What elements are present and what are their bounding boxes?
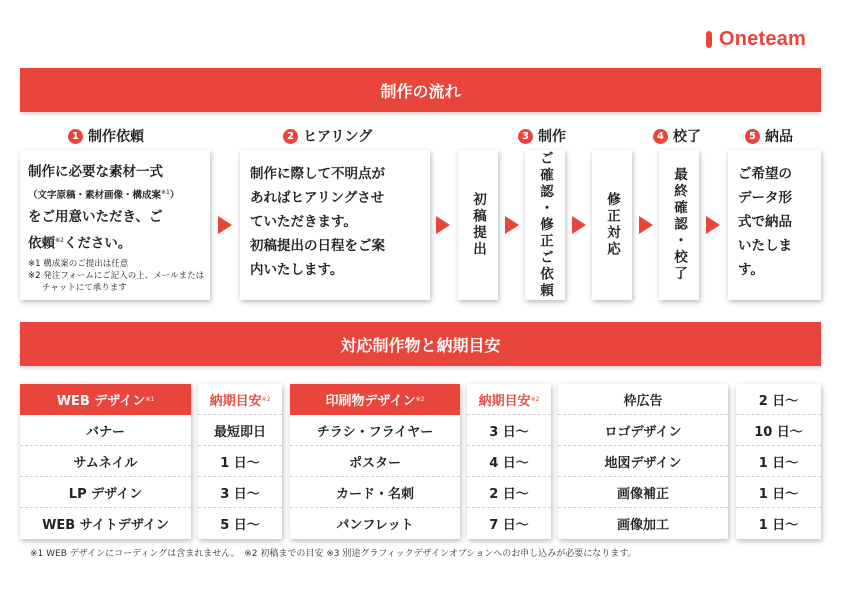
- step-2-label: ヒアリング: [303, 129, 373, 145]
- vbox-first-draft: [458, 150, 498, 300]
- vbox-revision: [592, 150, 632, 300]
- step-2-number-icon: 2: [283, 129, 298, 144]
- table-row: サムネイル: [20, 446, 191, 477]
- flow-arrow-icon: [706, 216, 720, 234]
- table-cell: 1 日〜: [736, 477, 821, 508]
- box2-line3: ていただきます。: [250, 214, 357, 230]
- box1-note3: チャットにて承ります: [42, 282, 127, 293]
- print-lead-table: [467, 384, 551, 539]
- box1-note2: ※2 発注フォームにご記入の上、メールまたは: [28, 270, 205, 281]
- brand-logo: [706, 28, 806, 50]
- vbox-final-check: [659, 150, 699, 300]
- web-design-table: [20, 384, 191, 539]
- other-lead-table: [736, 384, 821, 539]
- web-design-header: [20, 384, 191, 415]
- table-cell: 2 日〜: [467, 477, 551, 508]
- print-design-header-sup: ※2: [415, 396, 425, 403]
- step-4-number-icon: 4: [653, 129, 668, 144]
- vbox-review: [525, 150, 565, 300]
- box1-line4: [28, 229, 210, 256]
- flow-title: 制作の流れ: [380, 81, 461, 101]
- box-last-line3: 式で納品: [738, 214, 792, 230]
- box1-line1: 制作に必要な素材一式: [28, 164, 163, 180]
- table-row: ポスター: [290, 446, 460, 477]
- box1-line4-end: ください。: [63, 235, 132, 252]
- box2-line1: 制作に際して不明点が: [250, 166, 385, 182]
- step-4-label: 校了: [673, 129, 701, 145]
- step-2-box: [240, 150, 430, 300]
- box-last-line2: データ形: [738, 190, 792, 206]
- table-cell: 最短即日: [198, 415, 282, 446]
- step-5-number-icon: 5: [745, 129, 760, 144]
- print-lead-header-text: 納期目安: [478, 393, 531, 409]
- step-3-label: 制作: [538, 129, 566, 145]
- footnote: ※1 WEB デザインにコーディングは含まれません。 ※2 初稿までの目安 ※3 別途グラフィックデザインオプションへのお申し込みが必要になります。: [30, 549, 637, 559]
- step-5-box: [728, 150, 821, 300]
- table-cell: 5 日〜: [220, 518, 260, 533]
- web-lead-header-sup: ※2: [261, 395, 271, 403]
- table-cell: 3 日〜: [467, 415, 551, 446]
- box1-line2: [28, 184, 210, 205]
- box1-note1: ※1 構成案のご提出は任意: [28, 258, 129, 269]
- flow-arrow-icon: [572, 216, 586, 234]
- print-lead-header: [467, 384, 551, 415]
- table-row: 枠広告: [558, 384, 728, 415]
- other-design-table: [558, 384, 728, 539]
- table-cell: 7 日〜: [489, 518, 529, 533]
- table-cell: 3 日〜: [198, 477, 282, 508]
- table-row: 画像補正: [558, 477, 728, 508]
- table-row: 地図デザイン: [558, 446, 728, 477]
- box1-line2-text: （文字原稿・素材画像・構成案: [28, 190, 162, 202]
- box1-line3: をご用意いただき、ご: [28, 209, 163, 226]
- table-row: 画像加工: [616, 518, 669, 533]
- table-cell: 4 日〜: [467, 446, 551, 477]
- box1-line2-sup: ※1: [161, 189, 170, 196]
- box2-line2: あればヒアリングさせ: [250, 190, 385, 206]
- step-4-title: [653, 126, 701, 146]
- box2-line5: 内いたします。: [250, 262, 344, 278]
- table-row: ロゴデザイン: [558, 415, 728, 446]
- step-3-title: [518, 126, 566, 146]
- vbox-revision-text: 修正対応: [604, 192, 620, 258]
- table-cell: 1 日〜: [198, 446, 282, 477]
- table-cell: 2 日〜: [736, 384, 821, 415]
- step-1-label: 制作依頼: [88, 129, 144, 145]
- print-design-header: [290, 384, 460, 415]
- products-title-banner: [20, 322, 821, 366]
- logo-mark-icon: [706, 31, 712, 48]
- vbox-first-draft-text: 初稿提出: [470, 192, 486, 258]
- flow-arrow-icon: [639, 216, 653, 234]
- box1-line4-sup: ※2: [55, 237, 64, 245]
- web-lead-header: [198, 384, 282, 415]
- box-last-line4: いたしま: [738, 238, 792, 254]
- step-1-title: [68, 126, 144, 146]
- box1-line4-text: 依頼: [28, 235, 55, 252]
- box-last-line1: ご希望の: [738, 166, 792, 182]
- vbox-final-check-text: 最終確認・校了: [671, 167, 687, 283]
- flow-arrow-icon: [436, 216, 450, 234]
- print-design-header-text: 印刷物デザイン: [325, 394, 416, 409]
- table-row: WEB サイトデザイン: [42, 518, 169, 533]
- table-cell: 1 日〜: [758, 518, 799, 533]
- box1-line2-end: ）: [169, 190, 180, 202]
- print-design-table: [290, 384, 460, 539]
- print-lead-header-sup: ※2: [530, 395, 540, 403]
- box-last-line5: す。: [738, 262, 764, 278]
- table-cell: 10 日〜: [736, 415, 821, 446]
- web-design-header-sup: ※1: [145, 396, 155, 403]
- logo-text: Oneteam: [719, 27, 806, 50]
- web-lead-table: [198, 384, 282, 539]
- table-row: LP デザイン: [20, 477, 191, 508]
- products-title: 対応制作物と納期目安: [340, 335, 501, 355]
- table-row: バナー: [20, 415, 191, 446]
- step-5-label: 納品: [765, 129, 793, 145]
- step-1-box: [20, 150, 210, 300]
- web-design-header-text: WEB デザイン: [56, 394, 146, 409]
- table-row: カード・名刺: [290, 477, 460, 508]
- flow-arrow-icon: [505, 216, 519, 234]
- web-lead-header-text: 納期目安: [209, 393, 262, 409]
- flow-title-banner: [20, 68, 821, 112]
- table-cell: 1 日〜: [736, 446, 821, 477]
- step-3-number-icon: 3: [518, 129, 533, 144]
- step-5-title: [745, 126, 793, 146]
- step-1-number-icon: 1: [68, 129, 83, 144]
- vbox-review-text: ご確認・修正ご依頼: [537, 150, 553, 300]
- flow-arrow-icon: [218, 216, 232, 234]
- table-row: パンフレット: [336, 518, 414, 533]
- step-2-title: [283, 126, 372, 146]
- table-row: チラシ・フライヤー: [290, 415, 460, 446]
- box2-line4: 初稿提出の日程をご案: [250, 238, 385, 254]
